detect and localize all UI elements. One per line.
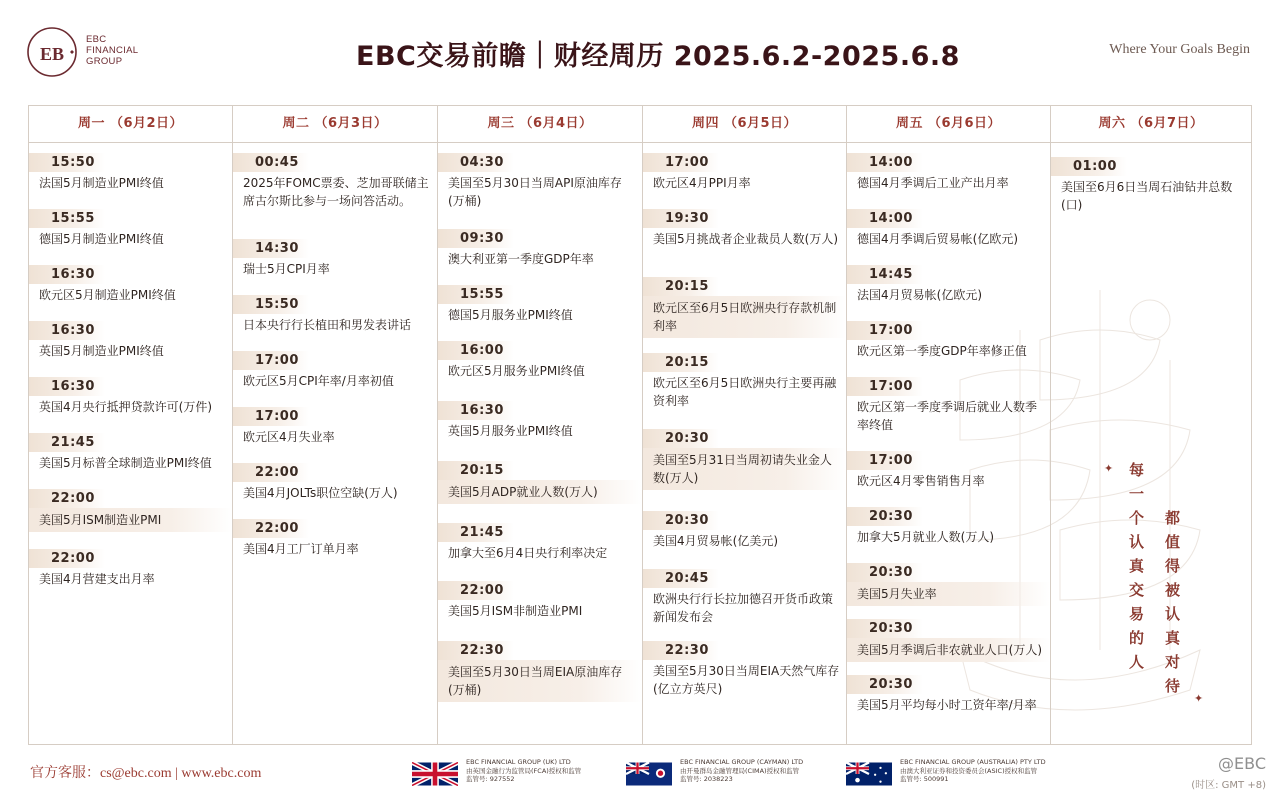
event-time: 20:30 [847, 619, 923, 638]
event-item [233, 461, 437, 502]
page-title: EBC交易前瞻｜财经周历 2025.6.2-2025.6.8 [356, 41, 960, 72]
event-time: 22:00 [29, 489, 105, 508]
event-time: 14:30 [233, 239, 309, 258]
regulator-name: EBC FINANCIAL GROUP (CAYMAN) LTD [680, 758, 804, 766]
regulator-name: EBC FINANCIAL GROUP (UK) LTD [466, 758, 571, 766]
event-time: 09:30 [438, 229, 514, 248]
event-item [847, 319, 1050, 360]
event-item [29, 431, 232, 472]
event-item [643, 427, 846, 490]
event-description: 欧元区4月PPI月率 [653, 176, 751, 190]
event-description-highlighted: 美国5月ADP就业人数(万人) [438, 480, 642, 504]
event-description: 欧元区5月CPI年率/月率初值 [243, 374, 394, 388]
event-time: 16:30 [29, 265, 105, 284]
event-description: 美国至5月30日当周API原油库存(万桶) [448, 176, 622, 208]
event-time: 14:45 [847, 265, 923, 284]
logo-line-2: FINANCIAL [86, 45, 139, 56]
slogan-vertical-2: 都值得被认真对待 [1163, 510, 1181, 702]
event-time: 16:30 [29, 321, 105, 340]
event-item [233, 237, 437, 278]
event-description-highlighted: 美国5月季调后非农就业人口(万人) [847, 638, 1050, 662]
cayman-flag-icon [626, 762, 672, 786]
day-column [438, 106, 643, 744]
day-column [1051, 106, 1251, 744]
event-time: 14:00 [847, 153, 923, 172]
event-item [29, 319, 232, 360]
event-description: 欧元区5月服务业PMI终值 [448, 364, 585, 378]
event-time: 14:00 [847, 209, 923, 228]
event-time: 15:55 [29, 209, 105, 228]
day-column [643, 106, 847, 744]
regulator-desc: 由英国金融行为监管局(FCA)授权和监管 [466, 766, 582, 775]
event-description: 美国4月营建支出月率 [39, 572, 155, 586]
event-item [643, 509, 846, 550]
event-item [438, 283, 642, 324]
regulator-desc: 由澳大利亚证券和投资委员会(ASIC)授权和监管 [900, 766, 1038, 775]
event-time: 22:00 [233, 463, 309, 482]
day-header: 周一 （6月2日） [29, 106, 232, 143]
event-description: 美国5月标普全球制造业PMI终值 [39, 456, 212, 470]
event-description: 法国4月贸易帐(亿欧元) [857, 288, 982, 302]
event-item [438, 399, 642, 440]
event-time: 15:55 [438, 285, 514, 304]
event-description: 欧元区4月零售销售月率 [857, 474, 985, 488]
event-description: 德国5月服务业PMI终值 [448, 308, 573, 322]
event-description: 日本央行行长植田和男发表讲话 [243, 318, 412, 332]
ebc-logo-icon [26, 24, 82, 80]
event-description: 欧元区4月失业率 [243, 430, 335, 444]
event-item [643, 351, 846, 410]
event-description: 欧元区第一季度季调后就业人数季率终值 [857, 400, 1038, 432]
event-description: 英国4月央行抵押贷款许可(万件) [39, 400, 212, 414]
event-item [643, 275, 846, 338]
event-time: 21:45 [438, 523, 514, 542]
event-description: 瑞士5月CPI月率 [243, 262, 330, 276]
logo-text [86, 34, 138, 67]
event-description: 欧元区至6月5日欧洲央行主要再融资利率 [653, 376, 837, 408]
event-item [29, 263, 232, 304]
event-description: 美国5月挑战者企业裁员人数(万人) [653, 232, 838, 246]
event-time: 17:00 [643, 153, 719, 172]
event-time: 22:00 [438, 581, 514, 600]
event-description: 美国4月JOLTs职位空缺(万人) [243, 486, 398, 500]
regulator-text [680, 758, 803, 784]
contact-info: 官方客服：cs@ebc.com | www.ebc.com [30, 766, 262, 781]
event-item [847, 207, 1050, 248]
day-header: 周四 （6月5日） [643, 106, 846, 143]
event-item [438, 227, 642, 268]
event-item [847, 561, 1050, 606]
logo-line-3: GROUP [86, 56, 123, 67]
event-description: 美国4月工厂订单月率 [243, 542, 359, 556]
slogan-vertical-1: 每一个认真交易的人 [1127, 462, 1145, 678]
logo-line-1: EBC [86, 34, 107, 45]
event-time: 15:50 [233, 295, 309, 314]
slogan: Where Your Goals Begin [1109, 42, 1250, 57]
diamond-icon: ✦ [1194, 692, 1204, 705]
event-time: 16:30 [438, 401, 514, 420]
event-time: 22:30 [438, 641, 514, 660]
diamond-icon: ✦ [1104, 462, 1114, 475]
watermark: @EBC [1218, 754, 1266, 773]
header [0, 0, 1280, 104]
event-description: 美国5月平均每小时工资年率/月率 [857, 698, 1037, 712]
event-description-highlighted: 美国至5月30日当周EIA原油库存(万桶) [438, 660, 642, 702]
event-time: 20:45 [643, 569, 719, 588]
event-description: 加拿大至6月4日央行利率决定 [448, 546, 608, 560]
event-description: 欧元区第一季度GDP年率修正值 [857, 344, 1027, 358]
event-description: 欧元区5月制造业PMI终值 [39, 288, 176, 302]
event-description: 美国4月贸易帐(亿美元) [653, 534, 778, 548]
event-description: 加拿大5月就业人数(万人) [857, 530, 994, 544]
event-time: 19:30 [643, 209, 719, 228]
event-time: 20:15 [643, 353, 719, 372]
event-item [233, 349, 437, 390]
event-time: 20:15 [643, 277, 719, 296]
event-description-highlighted: 欧元区至6月5日欧洲央行存款机制利率 [643, 296, 846, 338]
event-time: 17:00 [233, 407, 309, 426]
event-description: 德国5月制造业PMI终值 [39, 232, 164, 246]
event-description: 欧洲央行行长拉加德召开货币政策新闻发布会 [653, 592, 834, 624]
event-item [643, 567, 846, 626]
event-time: 21:45 [29, 433, 105, 452]
event-description: 美国至5月30日当周EIA天然气库存(亿立方英尺) [653, 664, 840, 696]
event-description-highlighted: 美国5月失业率 [847, 582, 1050, 606]
event-time: 04:30 [438, 153, 514, 172]
event-item [233, 293, 437, 334]
event-item [29, 151, 232, 192]
event-time: 15:50 [29, 153, 105, 172]
event-item [29, 207, 232, 248]
uk-flag-icon [412, 762, 458, 786]
event-time: 17:00 [847, 377, 923, 396]
regulator-name: EBC FINANCIAL GROUP (AUSTRALIA) PTY LTD [900, 758, 1046, 766]
regulator-desc: 由开曼群岛金融管理局(CIMA)授权和监管 [680, 766, 800, 775]
event-time: 20:30 [847, 563, 923, 582]
event-item [847, 617, 1050, 662]
event-item [847, 505, 1050, 546]
event-item [847, 263, 1050, 304]
event-item [438, 339, 642, 380]
event-time: 22:00 [29, 549, 105, 568]
event-item [438, 639, 642, 702]
day-header: 周三 （6月4日） [438, 106, 642, 143]
event-description: 澳大利亚第一季度GDP年率 [448, 252, 594, 266]
event-time: 20:30 [847, 675, 923, 694]
day-header: 周五 （6月6日） [847, 106, 1050, 143]
australia-flag-icon [846, 762, 892, 786]
day-column [233, 106, 438, 744]
event-time: 22:00 [233, 519, 309, 538]
svg-text:EB: EB [40, 44, 65, 64]
day-column [29, 106, 233, 744]
event-item [847, 151, 1050, 192]
event-description-highlighted: 美国5月ISM制造业PMI [29, 508, 232, 532]
event-description-highlighted: 美国至5月31日当周初请失业金人数(万人) [643, 448, 846, 490]
event-time: 20:30 [643, 511, 719, 530]
event-time: 17:00 [847, 321, 923, 340]
event-item [233, 517, 437, 558]
event-time: 20:15 [438, 461, 514, 480]
event-description: 美国至6月6日当周石油钻井总数(口) [1061, 180, 1233, 212]
event-time: 17:00 [233, 351, 309, 370]
event-description: 美国5月ISM非制造业PMI [448, 604, 583, 618]
regulator-number: 监管号: 500991 [900, 775, 949, 783]
day-header: 周二 （6月3日） [233, 106, 437, 143]
event-item [29, 547, 232, 588]
event-item [643, 639, 846, 698]
event-description: 英国5月制造业PMI终值 [39, 344, 164, 358]
event-item [438, 151, 642, 210]
event-item [847, 673, 1050, 714]
event-item [438, 579, 642, 620]
footer [0, 748, 1280, 800]
event-item [438, 521, 642, 562]
event-description: 德国4月季调后贸易帐(亿欧元) [857, 232, 1018, 246]
event-time: 22:30 [643, 641, 719, 660]
event-item [438, 459, 642, 504]
event-description: 法国5月制造业PMI终值 [39, 176, 164, 190]
event-item [233, 405, 437, 446]
regulator-number: 监管号: 2038223 [680, 775, 733, 783]
regulator-text [900, 758, 1046, 784]
event-time: 01:00 [1051, 157, 1127, 176]
event-item [847, 375, 1050, 434]
event-item [29, 375, 232, 416]
regulator-number: 监管号: 927552 [466, 775, 515, 783]
calendar-table [28, 105, 1252, 745]
event-time: 16:00 [438, 341, 514, 360]
regulator-text [466, 758, 581, 784]
event-time: 00:45 [233, 153, 309, 172]
event-item [233, 151, 437, 210]
event-time: 20:30 [643, 429, 719, 448]
event-item [1051, 155, 1251, 214]
event-item [847, 449, 1050, 490]
event-item [643, 207, 846, 248]
event-description: 德国4月季调后工业产出月率 [857, 176, 1009, 190]
event-item [29, 487, 232, 532]
event-time: 17:00 [847, 451, 923, 470]
event-time: 16:30 [29, 377, 105, 396]
day-column [847, 106, 1051, 744]
timezone-note: (时区: GMT +8) [1191, 780, 1266, 791]
event-description: 英国5月服务业PMI终值 [448, 424, 573, 438]
event-item [643, 151, 846, 192]
event-description: 2025年FOMC票委、芝加哥联储主席古尔斯比参与一场问答活动。 [243, 176, 429, 208]
event-time: 20:30 [847, 507, 923, 526]
day-header: 周六 （6月7日） [1051, 106, 1251, 143]
